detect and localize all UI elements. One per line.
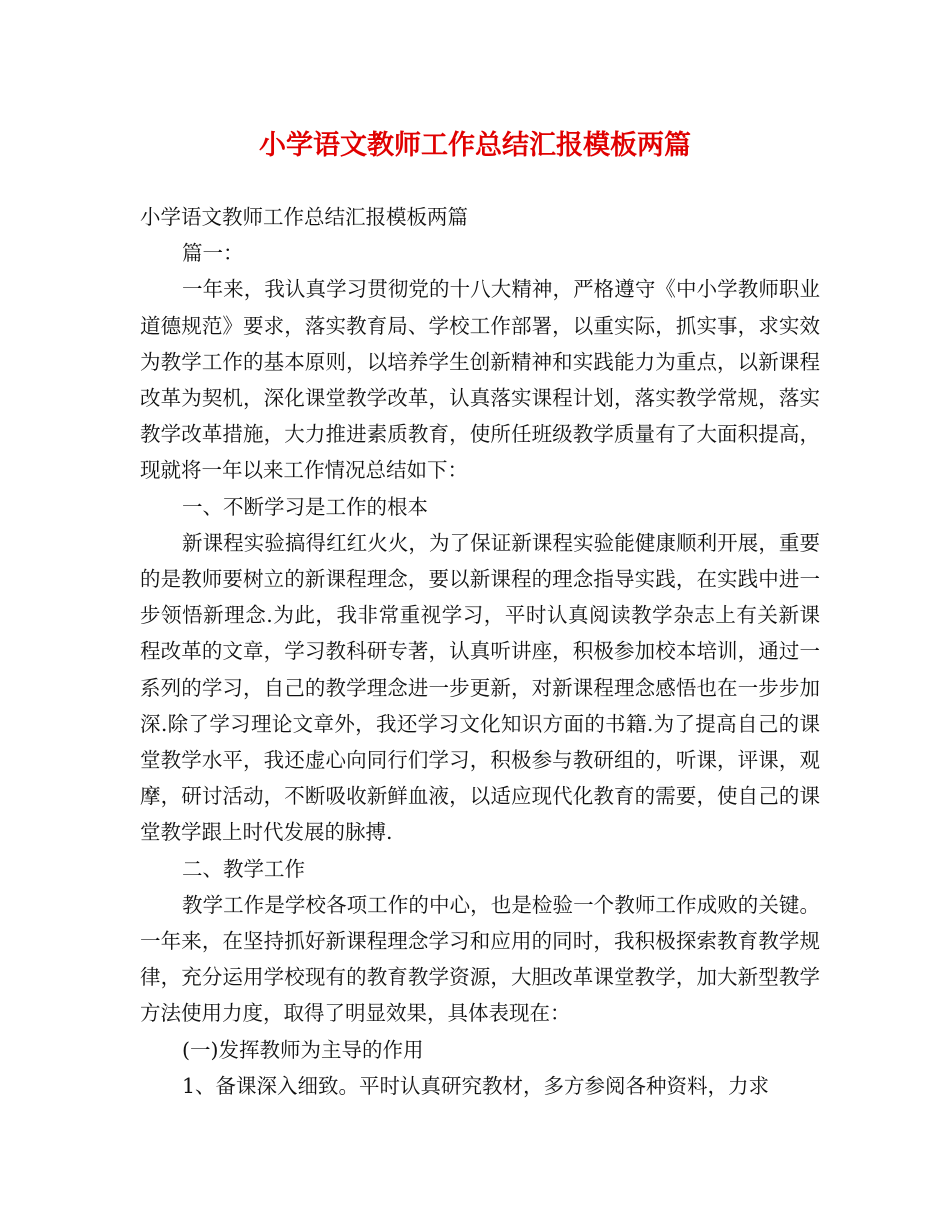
learning-paragraph: 新课程实验搞得红红火火，为了保证新课程实验能健康顺利开展，重要的是教师要树立的新课程理念，要以新课程的理念指导实践，在实践中进一步领悟新理念.为此，我非常重视学习，平时认真阅读教学杂志上有关新课程改革的文章，学习教科研专著，认真听讲座，积极参加校本培训，通过一系列的学习，自己的教学理念进一步更新，对新课程理念感悟也在一步步加深.除了学习理论文章外，我还学习文化知识方面的书籍.为了提高自己的课堂教学水平，我还虚心向同行们学习，积极参与教研组的，听课，评课，观摩，研讨活动，不断吸收新鲜血液，以适应现代化教育的需要，使自己的课堂教学跟上时代发展的脉搏.: [140, 530, 820, 845]
intro-paragraph: 一年来，我认真学习贯彻党的十八大精神，严格遵守《中小学教师职业道德规范》要求，落实教育局、学校工作部署，以重实际，抓实事，求实效为教学工作的基本原则，以培养学生创新精神和实践能力为重点，以新课程改革为契机，深化课堂教学改革，认真落实课程计划，落实教学常规，落实教学改革措施，大力推进素质教育，使所任班级教学质量有了大面积提高，现就将一年以来工作情况总结如下：: [140, 277, 820, 483]
document-body: [140, 199, 820, 1104]
teaching-work-paragraph: 教学工作是学校各项工作的中心，也是检验一个教师工作成败的关键。一年来，在坚持抓好新课程理念学习和应用的同时，我积极探索教育教学规律，充分运用学校现有的教育教学资源，大胆改革课堂教学，加大新型教学方法使用力度，取得了明显效果，具体表现在：: [140, 892, 820, 1026]
heading-teaching-work: 二、教学工作: [182, 856, 305, 881]
lesson-prep-paragraph: 1、备课深入细致。平时认真研究教材，多方参阅各种资料，力求: [182, 1073, 770, 1098]
subheading-teacher-role: (一)发挥教师为主导的作用: [182, 1037, 424, 1062]
section-label-part-one: 篇一：: [182, 241, 244, 266]
document-title: 小学语文教师工作总结汇报模板两篇: [259, 130, 691, 161]
doc-subtitle: 小学语文教师工作总结汇报模板两篇: [140, 205, 468, 229]
heading-learning: 一、不断学习是工作的根本: [182, 494, 428, 519]
